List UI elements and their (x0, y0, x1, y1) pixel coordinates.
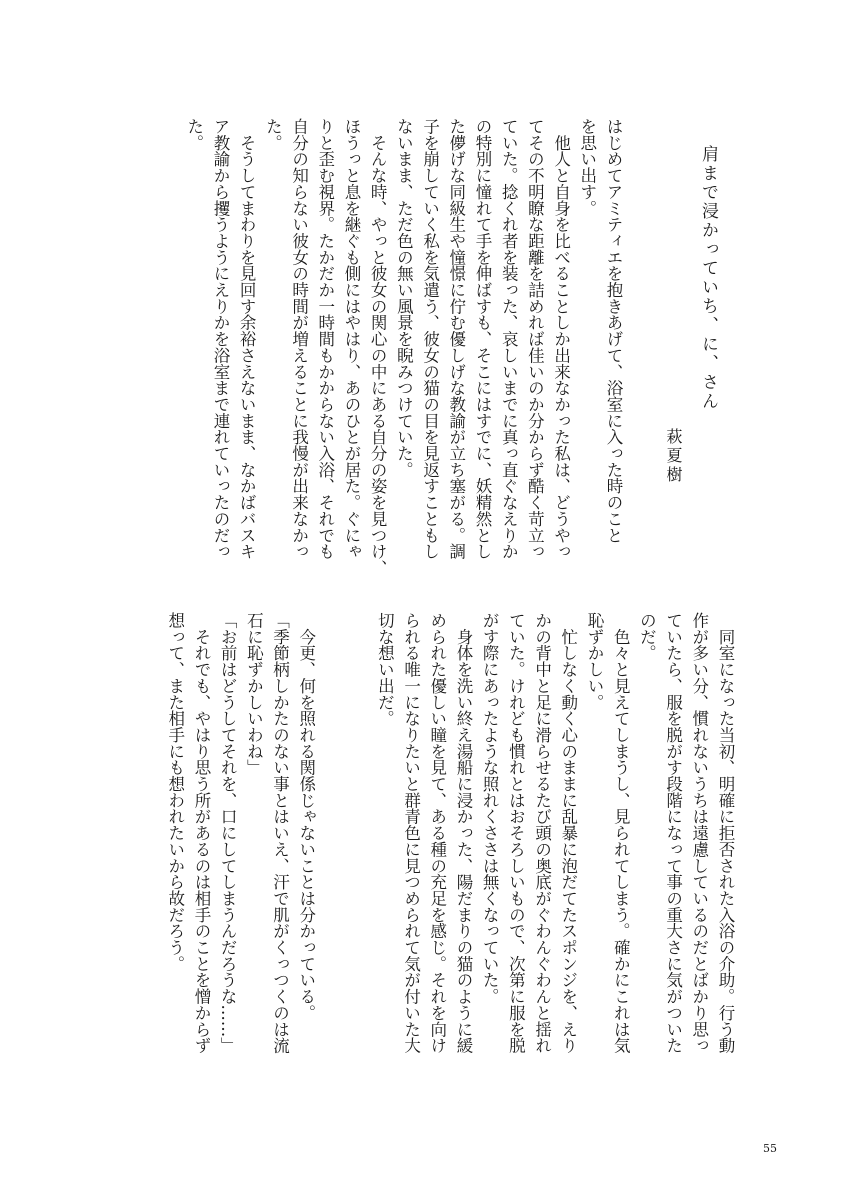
story-title: 肩まで浸かっていち、に、さん (698, 145, 718, 411)
page-number: 55 (763, 1142, 777, 1155)
body-text-upper: はじめてアミティエを抱きあげて、浴室に入った時のこと を思い出す。 他人と自身を比べることしか出来なかった私は、どうやっ てその不明瞭な距離を詰めれば佳いのか分からず酷く苛立っ ていた。捻くれ者を装った、哀しいまでに真っ直ぐなえりか の特別に憧れて手を伸ばすも、そこにはすでに、妖精然とし た儚げな同級生や憧憬に佇む優しげな教諭が立ち塞がる。調 子を崩していく私を気遣う、彼女の猫の目を見返すこともし ないまま、ただ色の無い風景を睨みつけていた。 そんな時、やっと彼女の関心の中にある自分の姿を見つけ、 ほうっと息を継ぐも側にはやはり、あのひとが居た。ぐにゃ りと歪む視界。たかだか一時間もかからない入浴、それでも 自分の知らない彼女の時間が増えることに我慢が出来なかっ た。 そうしてまわりを見回す余裕さえないまま、なかばバスキ ア教諭から攫うようにえりかを浴室まで連れていったのだっ た。 (184, 118, 623, 576)
body-text-lower: 同室になった当初、明確に拒否された入浴の介助。行う動 作が多い分、慣れないうちは遠慮しているのだとばかり思っ ていたら、服を脱がす段階になって事の重大さに気がついた のだ。 色々と見えてしまうし、見られてしまう。確かにこれは気 恥ずかしい。 忙しなく動く心のままに乱暴に泡だてたスポンジを、えり かの背中と足に滑らせるたび頭の奥底がぐわんぐわんと揺れ ていた。けれども慣れとはおそろしいもので、次第に服を脱 がす際にあったような照れくささは無くなっていた。 身体を洗い終え湯船に浸かった、陽だまりの猫のように緩 められた優しい瞳を見て、ある種の充足を感じ。それを向け られる唯一になりたいと群青色に見つめられて気が付いた大 切な想い出だ。 今更、何を照れる関係じゃないことは分かっている。 「季節柄しかたのない事とはいえ、汗で肌がくっつくのは流 石に恥ずかしいわね」 「お前はどうしてそれを、口にしてしまうんだろうな……」 それでも、やはり思う所があるのは相手のことを憎からず 想って、また相手にも想われたいから故だろう。 (165, 612, 735, 1054)
author-name: 萩夏樹 (664, 428, 683, 485)
